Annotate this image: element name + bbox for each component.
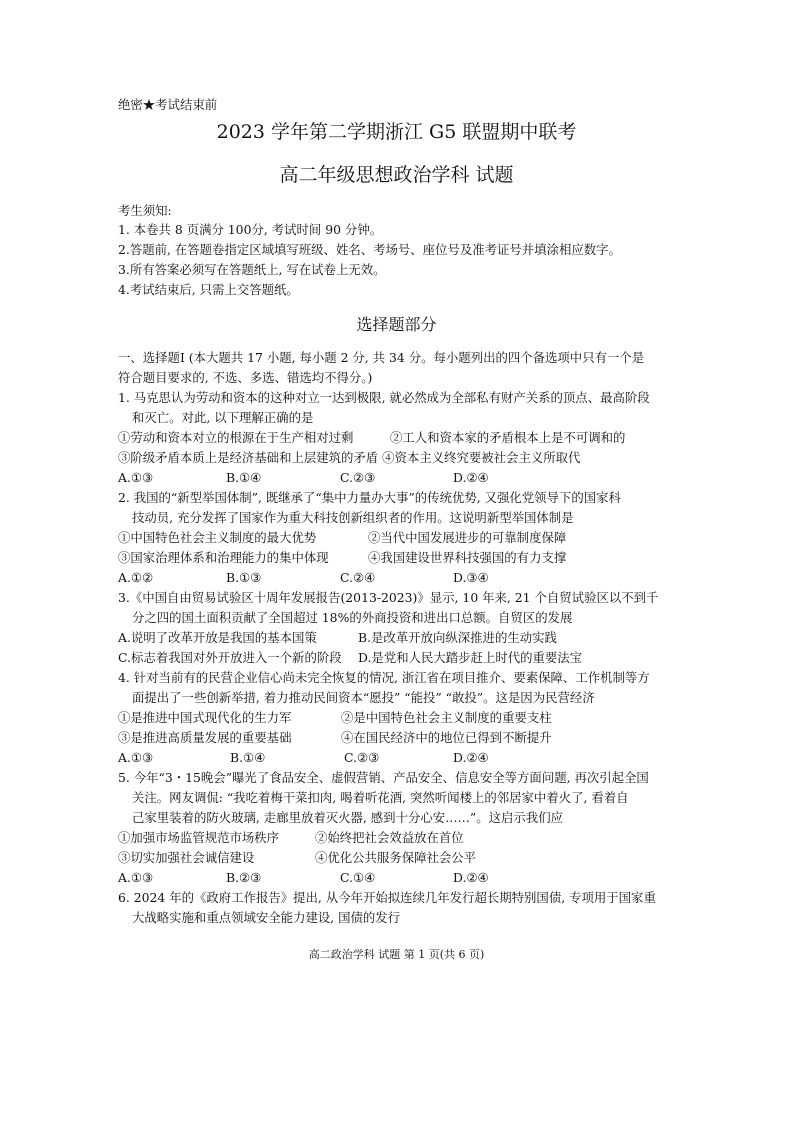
question-5-choice-a[interactable]: A.①③ <box>118 870 154 885</box>
question-1-stem: 和灭亡。对此, 以下理解正确的是 <box>132 410 314 425</box>
question-4-choice-b[interactable]: B.①④ <box>230 750 266 765</box>
question-2-item: ④我国建设世界科技强国的有力支撑 <box>368 550 567 565</box>
question-5-item: ②始终把社会效益放在首位 <box>315 830 464 845</box>
question-3-choice-a[interactable]: A.说明了改革开放是我国的基本国策 <box>118 630 317 645</box>
question-4-stem: 面提出了一些创新举措, 着力推动民间资本“愿投” “能投” “敢投”。这是因为民营经济 <box>132 690 595 705</box>
part-intro: 符合题目要求的, 不选、多选、错选均不得分。) <box>118 370 373 385</box>
question-2-item: ③国家治理体系和治理能力的集中体现 <box>118 550 329 565</box>
question-1-choice-d[interactable]: D.②④ <box>453 470 489 485</box>
notice-item: 4.考试结束后, 只需上交答题纸。 <box>118 282 299 297</box>
question-1-choice-c[interactable]: C.②③ <box>340 470 376 485</box>
exam-title: 2023 学年第二学期浙江 G5 联盟期中联考 <box>216 121 577 143</box>
question-5-stem: 关注。网友调侃: “我吃着梅干菜扣肉, 喝着听花酒, 突然听闻楼上的邻居家中着火了, 看着自 <box>132 790 629 805</box>
exam-subtitle: 高二年级思想政治学科 试题 <box>279 164 514 186</box>
question-3-choice-d[interactable]: D.是党和人民大踏步赶上时代的重要法宝 <box>358 650 583 665</box>
question-2-choice-d[interactable]: D.③④ <box>453 570 489 585</box>
notice-item: 1. 本卷共 8 页满分 100分, 考试时间 90 分钟。 <box>118 222 383 237</box>
question-1-item: ②工人和资本家的矛盾根本上是不可调和的 <box>390 430 626 445</box>
question-2-choice-c[interactable]: C.②④ <box>340 570 376 585</box>
question-4-item: ②是中国特色社会主义制度的重要支柱 <box>341 710 552 725</box>
notice-item: 2.答题前, 在答题卷指定区域填写班级、姓名、考场号、座位号及准考证号并填涂相应数字。 <box>118 242 621 257</box>
question-6-stem: 大战略实施和重点领域安全能力建设, 国债的发行 <box>132 910 401 925</box>
question-1-item: ①劳动和资本对立的根源在于生产相对过剩 <box>118 430 354 445</box>
secret-label: 绝密★考试结束前 <box>118 97 218 112</box>
question-5-choice-b[interactable]: B.②③ <box>226 870 262 885</box>
question-1-choice-b[interactable]: B.①④ <box>226 470 262 485</box>
question-2-stem: 技动员, 充分发挥了国家作为重大科技创新组织者的作用。这说明新型举国体制是 <box>132 510 574 525</box>
question-3-choice-c[interactable]: C.标志着我国对外开放进入一个新的阶段 <box>118 650 342 665</box>
question-5-stem: 己家里装着的防火玻璃, 走廊里放着灭火器, 感到十分心安……”。这启示我们应 <box>132 810 563 825</box>
section-title: 选择题部分 <box>356 315 437 334</box>
notice-item: 3.所有答案必须写在答题纸上, 写在试卷上无效。 <box>118 262 386 277</box>
question-3-stem: 分之四的国土面积贡献了全国超过 18%的外商投资和进出口总额。自贸区的发展 <box>132 610 573 625</box>
question-5-choice-c[interactable]: C.①④ <box>340 870 376 885</box>
question-5-choice-d[interactable]: D.②④ <box>453 870 489 885</box>
question-5-item: ①加强市场监管规范市场秩序 <box>118 830 280 845</box>
question-5-item: ④优化公共服务保障社会公平 <box>315 850 477 865</box>
question-6-stem: 6. 2024 年的《政府工作报告》提出, 从今年开始拟连续几年发行超长期特别国债, 专项用于国家重 <box>118 890 656 905</box>
question-1-stem: 1. 马克思认为劳动和资本的这种对立一达到极限, 就必然成为全部私有财产关系的顶点、最高阶段 <box>118 390 650 405</box>
question-2-choice-b[interactable]: B.①③ <box>226 570 262 585</box>
question-2-item: ①中国特色社会主义制度的最大优势 <box>118 530 317 545</box>
part-intro: 一、选择题Ⅰ (本大题共 17 小题, 每小题 2 分, 共 34 分。每小题列出的四个备选项中只有一个是 <box>118 350 645 365</box>
notice-heading: 考生须知: <box>118 203 172 218</box>
question-1-item: ③阶级矛盾本质上是经济基础和上层建筑的矛盾 ④资本主义终究要被社会主义所取代 <box>118 450 581 465</box>
page-footer: 高二政治学科 试题 第 1 页(共 6 页) <box>308 948 485 961</box>
question-2-choice-a[interactable]: A.①② <box>118 570 154 585</box>
question-2-stem: 2. 我国的“新型举国体制”, 既继承了“集中力量办大事”的传统优势, 又强化党领导下的国家科 <box>118 490 621 505</box>
question-3-choice-b[interactable]: B.是改革开放向纵深推进的生动实践 <box>358 630 557 645</box>
question-4-choice-c[interactable]: C.②③ <box>344 750 380 765</box>
question-4-item: ①是推进中国式现代化的生力军 <box>118 710 292 725</box>
question-1-choice-a[interactable]: A.①③ <box>118 470 154 485</box>
question-5-item: ③切实加强社会诚信建设 <box>118 850 255 865</box>
question-5-stem: 5. 今年“3・15晚会”曝光了食品安全、虚假营销、产品安全、信息安全等方面问题, 再次引起全国 <box>118 770 649 785</box>
question-3-stem: 3.《中国自由贸易试验区十周年发展报告(2013-2023)》显示, 10 年来, 21 个自贸试验区以不到千 <box>118 590 659 605</box>
question-4-item: ④在国民经济中的地位已得到不断提升 <box>341 730 552 745</box>
question-4-choice-a[interactable]: A.①③ <box>118 750 154 765</box>
question-2-item: ②当代中国发展进步的可靠制度保障 <box>368 530 567 545</box>
question-4-item: ③是推进高质量发展的重要基础 <box>118 730 292 745</box>
question-4-choice-d[interactable]: D.②④ <box>453 750 489 765</box>
question-4-stem: 4. 针对当前有的民营企业信心尚未完全恢复的情况, 浙江省在项目推介、要素保障、工作机制等方 <box>118 670 650 685</box>
